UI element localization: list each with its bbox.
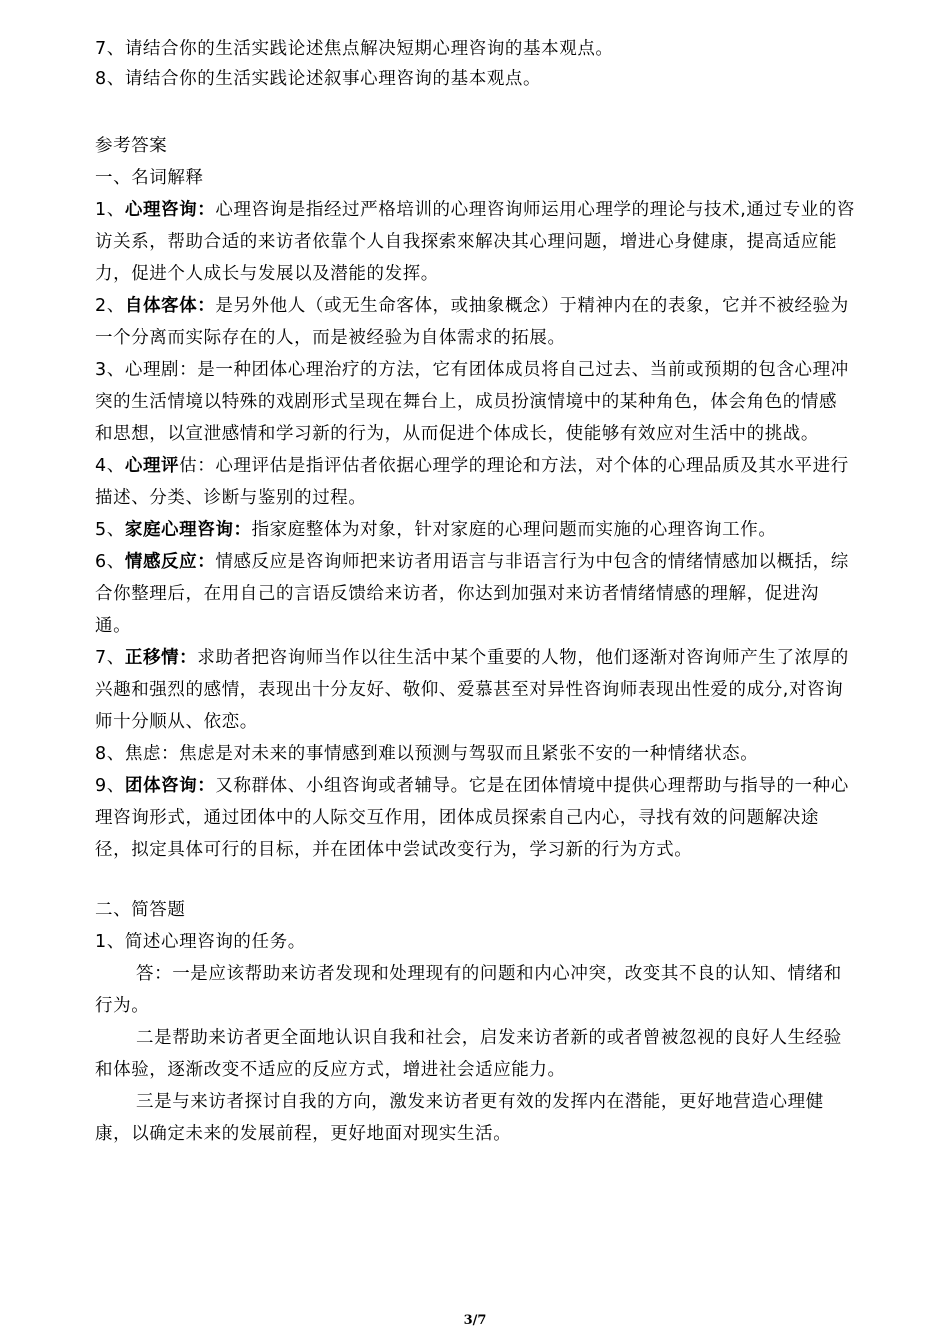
definition-text: 又称群体、小组咨询或者辅导。它是在团体情境中提供心理帮助与指导的一种心理咨询形式，通过团体中的人际交互作用，团体成员探索自己内心，寻找有效的问题解决途径，拟定具体可行的目标，并在团体中尝试改变行为，学习新的行为方式。 xyxy=(95,776,849,860)
definition-term: 心理评 xyxy=(124,456,180,476)
definition-text: 是一种团体心理治疗的方法，它有团体成员将自己过去、当前或预期的包含心理冲突的生活情境以特殊的戏剧形式呈现在舞台上，成员扮演情境中的某种角色，体会角色的情感和思想，以宣泄感情和学习新的行为，从而促进个体成长，使能够有效应对生活中的挑战。 xyxy=(95,360,849,444)
definition-term: 自体客体： xyxy=(124,296,216,316)
definition-number: 9、 xyxy=(95,776,125,796)
definition-term: 心理咨询： xyxy=(124,200,216,220)
definition-item xyxy=(95,738,855,770)
definition-item xyxy=(95,354,855,450)
question-8: 8、请结合你的生活实践论述叙事心理咨询的基本观点。 xyxy=(95,69,542,89)
definition-item xyxy=(95,290,855,354)
definition-item xyxy=(95,450,855,514)
definition-number: 3、 xyxy=(95,360,125,380)
definition-text: 求助者把咨询师当作以往生活中某个重要的人物，他们逐渐对咨询师产生了浓厚的兴趣和强烈的感情，表现出十分友好、敬仰、爱慕甚至对异性咨询师表现出性爱的成分,对咨询师十分顺从、依恋。 xyxy=(95,648,849,732)
section-2-title: 二、简答题 xyxy=(95,900,186,920)
definition-text: 是另外他人（或无生命客体，或抽象概念）于精神内在的表象，它并不被经验为一个分离而实际存在的人，而是被经验为自体需求的拓展。 xyxy=(95,296,849,348)
definition-item xyxy=(95,642,855,738)
definition-number: 7、 xyxy=(95,648,125,668)
definition-number: 1、 xyxy=(95,200,125,220)
definition-text: 情感反应是咨询师把来访者用语言与非语言行为中包含的情绪情感加以概括，综合你整理后，在用自己的言语反馈给来访者，你达到加强对来访者情绪情感的理解，促进沟通。 xyxy=(95,552,849,636)
definition-number: 6、 xyxy=(95,552,125,572)
answer-paragraph: 答：一是应该帮助来访者发现和处理现有的问题和内心冲突，改变其不良的认知、情绪和行为。 xyxy=(95,964,842,1016)
definition-term: 家庭心理咨询： xyxy=(124,520,252,540)
definition-term: 正移情： xyxy=(124,648,198,668)
answer-paragraph: 三是与来访者探讨自我的方向，激发来访者更有效的发挥内在潜能，更好地营造心理健康，以确定未来的发展前程，更好地面对现实生活。 xyxy=(95,1092,824,1144)
definition-number: 8、 xyxy=(95,744,125,764)
definition-item xyxy=(95,194,855,290)
definition-item xyxy=(95,514,855,546)
page-number: 3/7 xyxy=(463,1313,487,1328)
section-1-title: 一、名词解释 xyxy=(95,168,204,188)
definition-text: 心理咨询是指经过严格培训的心理咨询师运用心理学的理论与技术,通过专业的咨访关系，帮助合适的来访者依靠个人自我探索來解决其心理问题，增进心身健康，提高适应能力，促进个人成长与发展以及潜能的发挥。 xyxy=(95,200,856,284)
definition-text: 焦虑：焦虑是对未来的事情感到难以预测与驾驭而且紧张不安的一种情绪状态。 xyxy=(124,744,759,764)
definition-term: 心理剧： xyxy=(124,360,198,380)
reference-answer-title: 参考答案 xyxy=(95,136,168,156)
short-answer-question-1: 1、简述心理咨询的任务。 xyxy=(95,932,306,952)
definition-item xyxy=(95,770,855,866)
definition-term: 团体咨询： xyxy=(124,776,216,796)
definition-text: 估：心理评估是指评估者依据心理学的理论和方法，对个体的心理品质及其水平进行描述、分类、诊断与鉴别的过程。 xyxy=(95,456,849,508)
definition-number: 2、 xyxy=(95,296,125,316)
definition-number: 5、 xyxy=(95,520,125,540)
definition-term: 情感反应： xyxy=(124,552,216,572)
definition-number: 4、 xyxy=(95,456,125,476)
question-7: 7、请结合你的生活实践论述焦点解决短期心理咨询的基本观点。 xyxy=(95,39,614,59)
page-content xyxy=(95,34,855,1150)
definition-text: 指家庭整体为对象，针对家庭的心理问题而实施的心理咨询工作。 xyxy=(251,520,777,540)
answer-paragraph: 二是帮助来访者更全面地认识自我和社会，启发来访者新的或者曾被忽视的良好人生经验和体验，逐渐改变不适应的反应方式，增进社会适应能力。 xyxy=(95,1028,842,1080)
definition-item xyxy=(95,546,855,642)
